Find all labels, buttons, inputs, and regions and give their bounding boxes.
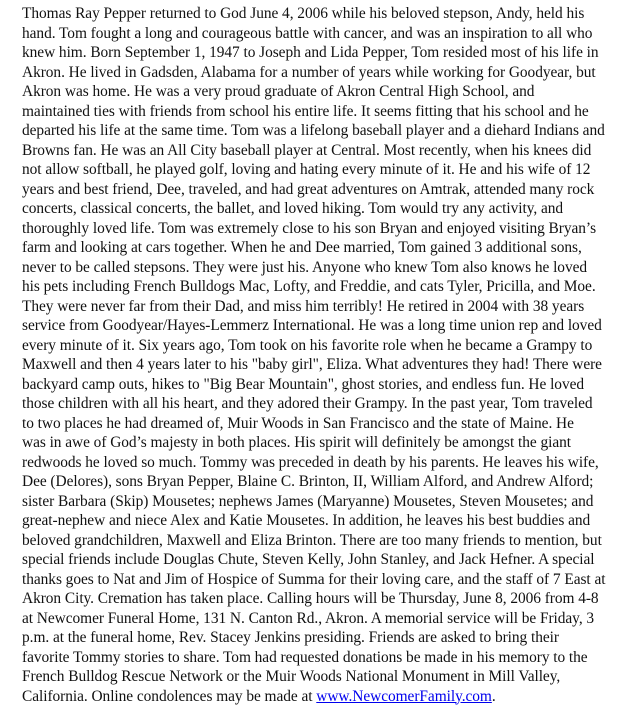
text-line: Akron was home. He was a very proud graduate of Akron Central High School, and xyxy=(22,83,535,100)
text-line: concerts, classical concerts, the ballet, and loved hiking. Tom would try any activity, and xyxy=(22,200,564,217)
text-line: at Newcomer Funeral Home, 131 N. Canton Rd., Akron. A memorial service will be Friday, 3 xyxy=(22,609,595,627)
text-line: sister Barbara (Skip) Mousetes; nephews James (Maryanne) Mousetes, Steven Mousetes; and xyxy=(22,492,594,510)
text-line: not allow softball, he played golf, loving and hating every minute of it. He and his wife of 12 xyxy=(22,161,591,178)
text-line: redwoods he loved so much. Tommy was preceded in death by his parents. He leaves his wife, xyxy=(22,453,599,471)
text-line: those children with all his heart, and they adored their Grampy. In the past year, Tom traveled xyxy=(22,395,593,412)
text-line: knew him. Born September 1, 1947 to Joseph and Lida Pepper, Tom resided most of his life in xyxy=(22,44,599,61)
text-line: service from Goodyear/Hayes-Lemmerz International. He was a long time union rep and loved xyxy=(22,317,602,334)
text-line: thanks goes to Nat and Jim of Hospice of Summa for their loving care, and the staff of 7 East at xyxy=(22,570,606,588)
text-line: Maxwell and then 4 years later to his "baby girl", Eliza. What adventures they had! There were xyxy=(22,356,602,373)
text-line: every minute of it. Six years ago, Tom took on his favorite role when he became a Grampy to xyxy=(22,336,593,354)
obituary-text xyxy=(22,4,616,706)
text-line: was in awe of God’s majesty in both places. His spirit will definitely be amongst the giant xyxy=(22,434,571,451)
last-line-suffix: . xyxy=(491,687,496,705)
text-line: to two places he had dreamed of, Muir Woods in San Francisco and the state of Maine. He xyxy=(22,414,574,432)
text-line: backyard camp outs, hikes to "Big Bear Mountain", ghost stories, and endless fun. He loved xyxy=(22,375,585,393)
text-line: Thomas Ray Pepper returned to God June 4, 2006 while his beloved stepson, Andy, held his xyxy=(22,5,585,22)
text-line: favorite Tommy stories to share. Tom had requested donations be made in his memory to the xyxy=(22,648,588,666)
condolences-link[interactable]: www.NewcomerFamily.com xyxy=(316,687,492,705)
text-line: never to be called stepsons. They were just his. Anyone who knew Tom also knows he loved xyxy=(22,258,588,276)
text-line: Akron. He lived in Gadsden, Alabama for a number of years while working for Goodyear, but xyxy=(22,63,596,81)
text-line: French Bulldog Rescue Network or the Muir Woods National Monument in Mill Valley, xyxy=(22,668,561,685)
text-line: Dee (Delores), sons Bryan Pepper, Blaine C. Brinton, II, William Alford, and Andrew Alford; xyxy=(22,473,594,490)
text-line: Browns fan. He was an All City baseball player at Central. Most recently, when his knees did xyxy=(22,141,592,159)
text-line: Akron City. Cremation has taken place. Calling hours will be Thursday, June 8, 2006 from 4-8 xyxy=(22,590,599,607)
text-line: p.m. at the funeral home, Rev. Stacey Jenkins presiding. Friends are asked to bring their xyxy=(22,629,559,646)
text-line-last xyxy=(22,687,616,707)
text-line: special friends include Douglas Chute, Steven Kelly, John Stanley, and Jack Hefner. A special xyxy=(22,551,595,568)
last-line-prefix: California. Online condolences may be made at xyxy=(22,687,317,705)
text-line: his pets including French Bulldogs Mac, Lofty, and Freddie, and cats Tyler, Pricilla, and Moe. xyxy=(22,278,596,295)
text-line: maintained ties with friends from school his entire life. It seems fitting that his school and he xyxy=(22,102,589,120)
text-line: farm and looking at cars together. When he and Dee married, Tom gained 3 additional sons, xyxy=(22,239,582,256)
text-line: departed his life at the same time. Tom was a lifelong baseball player and a diehard Indians and xyxy=(22,122,605,139)
text-line: hand. Tom fought a long and courageous battle with cancer, and was an inspiration to all who xyxy=(22,24,593,42)
text-line: beloved grandchildren, Maxwell and Eliza Brinton. There are too many friends to mention, but xyxy=(22,531,602,549)
text-line: great-nephew and niece Alex and Katie Mousetes. In addition, he leaves his best buddies and xyxy=(22,512,591,529)
text-line: They were never far from their Dad, and miss him terribly! He retired in 2004 with 38 years xyxy=(22,297,585,315)
text-line: thoroughly loved life. Tom was extremely close to his son Bryan and enjoyed visiting Bryan’s xyxy=(22,219,597,237)
text-line: years and best friend, Dee, traveled, and had great adventures on Amtrak, attended many rock xyxy=(22,180,595,198)
